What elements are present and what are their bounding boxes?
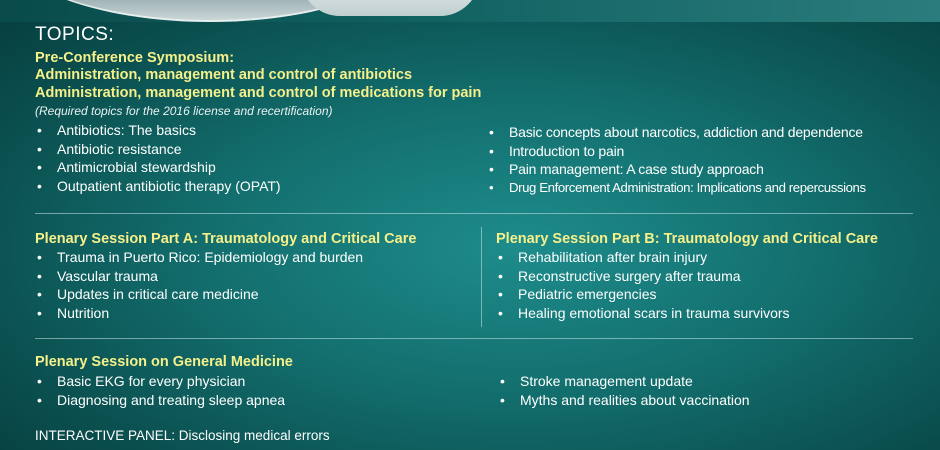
list-item: • Vascular trauma: [35, 267, 363, 286]
general-medicine-title: Plenary Session on General Medicine: [35, 354, 293, 370]
pre-conference-note: (Required topics for the 2016 license and recertification): [35, 104, 333, 118]
topics-heading: TOPICS:: [35, 24, 115, 45]
list-item: • Updates in critical care medicine: [35, 285, 363, 304]
section-divider: [35, 213, 913, 214]
list-item: • Pain management: A case study approach: [487, 160, 866, 179]
interactive-panel-text: INTERACTIVE PANEL: Disclosing medical errors: [35, 428, 330, 443]
pre-conference-pain-list: [487, 123, 866, 197]
list-item: • Stroke management update: [498, 372, 750, 391]
list-item: • Rehabilitation after brain injury: [496, 248, 790, 267]
list-item: • Reconstructive surgery after trauma: [496, 267, 790, 286]
column-divider: [481, 227, 482, 327]
pre-conference-subtitle-pain: Administration, management and control of medications for pain: [35, 85, 482, 101]
header-photo-highlight: [300, 0, 480, 16]
list-item: • Drug Enforcement Administration: Implications and repercussions: [487, 179, 866, 198]
list-item: • Trauma in Puerto Rico: Epidemiology and burden: [35, 248, 363, 267]
list-item: • Diagnosing and treating sleep apnea: [35, 391, 285, 410]
plenary-b-title: Plenary Session Part B: Traumatology and Critical Care: [496, 231, 878, 247]
pre-conference-antibiotics-list: [35, 121, 281, 195]
list-item: • Antimicrobial stewardship: [35, 158, 281, 177]
list-item: • Basic concepts about narcotics, addiction and dependence: [487, 123, 866, 142]
header-photo-strip: [0, 0, 940, 22]
general-medicine-left-list: [35, 372, 285, 409]
plenary-a-list: [35, 248, 363, 322]
list-item: • Antibiotic resistance: [35, 140, 281, 159]
pre-conference-title: Pre-Conference Symposium:: [35, 50, 235, 66]
list-item: • Pediatric emergencies: [496, 285, 790, 304]
list-item: • Introduction to pain: [487, 142, 866, 161]
list-item: • Myths and realities about vaccination: [498, 391, 750, 410]
list-item: • Nutrition: [35, 304, 363, 323]
plenary-b-list: [496, 248, 790, 322]
section-divider: [35, 338, 913, 339]
list-item: • Antibiotics: The basics: [35, 121, 281, 140]
list-item: • Healing emotional scars in trauma survivors: [496, 304, 790, 323]
general-medicine-right-list: [498, 372, 750, 409]
list-item: • Basic EKG for every physician: [35, 372, 285, 391]
pre-conference-subtitle-antibiotics: Administration, management and control of antibiotics: [35, 67, 413, 83]
plenary-a-title: Plenary Session Part A: Traumatology and Critical Care: [35, 231, 417, 247]
list-item: • Outpatient antibiotic therapy (OPAT): [35, 177, 281, 196]
